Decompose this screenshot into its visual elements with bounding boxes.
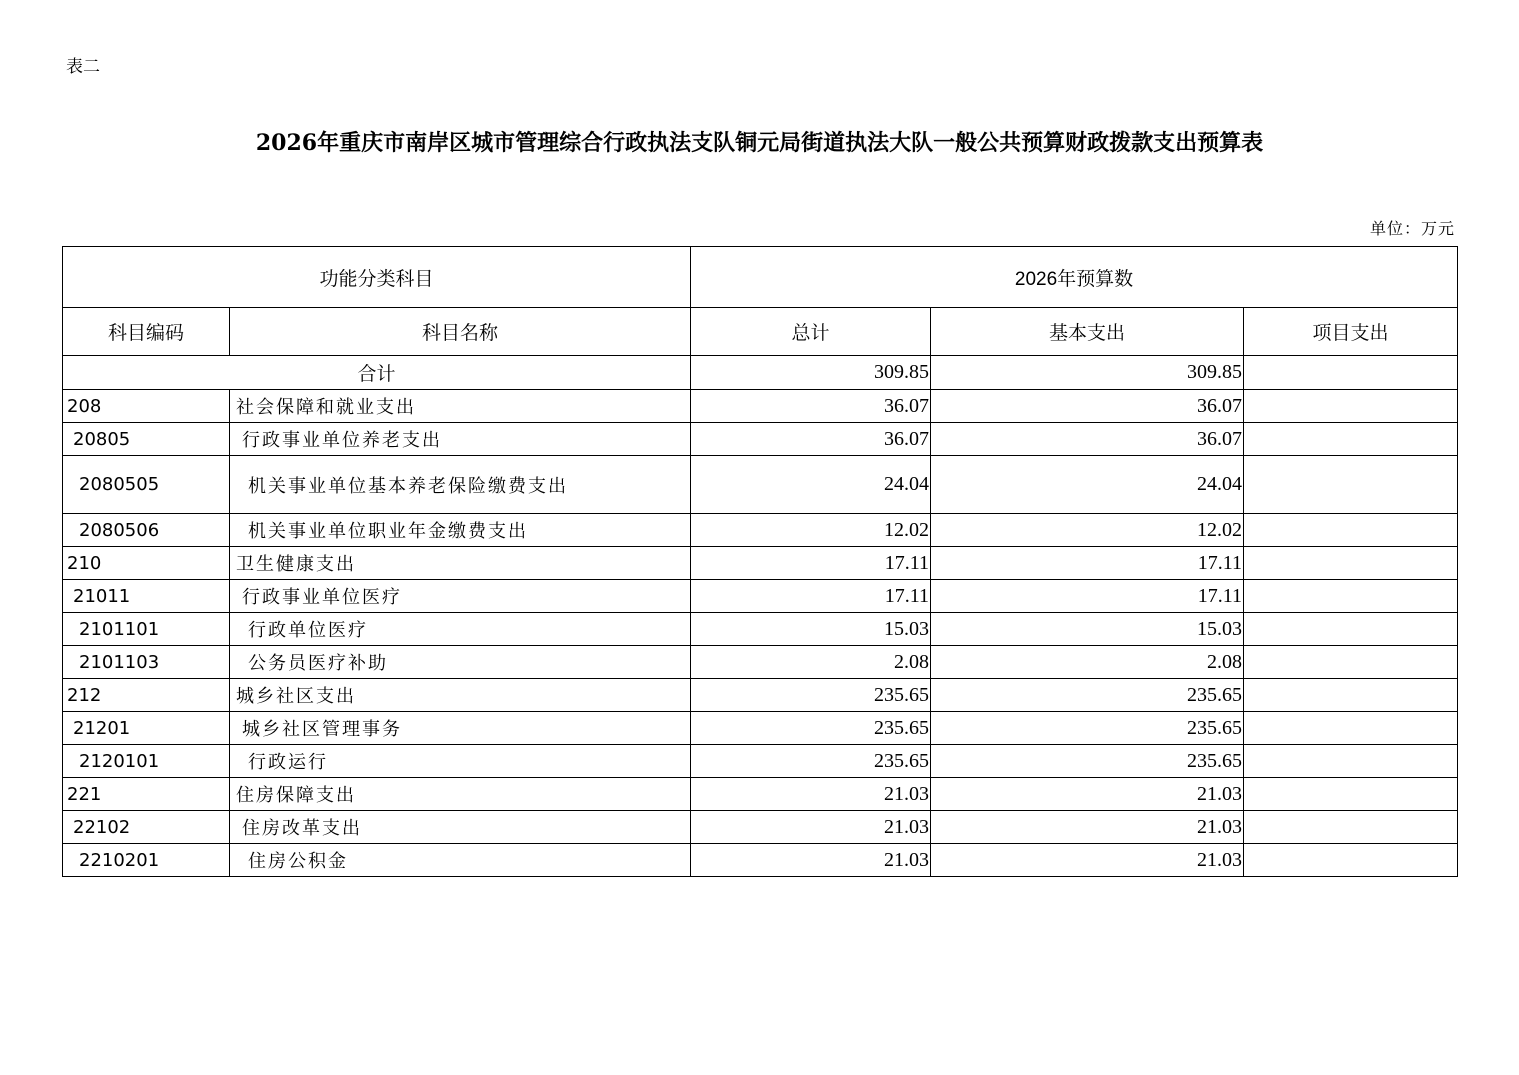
row-project <box>1244 580 1458 613</box>
row-name: 行政事业单位养老支出 <box>230 423 691 456</box>
table-row <box>63 390 1458 423</box>
page-title: 2026年重庆市南岸区城市管理综合行政执法支队铜元局街道执法大队一般公共预算财政拨款支出预算表 <box>255 130 1264 156</box>
row-basic: 12.02 <box>931 514 1244 547</box>
row-project <box>1244 745 1458 778</box>
column-header-name: 科目名称 <box>230 308 691 356</box>
row-name: 住房公积金 <box>230 844 691 877</box>
row-project <box>1244 390 1458 423</box>
row-total: 235.65 <box>691 679 931 712</box>
row-project <box>1244 423 1458 456</box>
row-code: 22102 <box>63 811 230 844</box>
row-basic: 36.07 <box>931 423 1244 456</box>
total-row <box>63 356 1458 390</box>
table-row <box>63 745 1458 778</box>
row-basic: 235.65 <box>931 745 1244 778</box>
row-code: 2080505 <box>63 456 230 514</box>
row-basic: 235.65 <box>931 712 1244 745</box>
row-project <box>1244 646 1458 679</box>
row-total: 17.11 <box>691 547 931 580</box>
table-number-label: 表二 <box>66 57 100 77</box>
row-name: 住房保障支出 <box>230 778 691 811</box>
row-project <box>1244 514 1458 547</box>
row-project <box>1244 679 1458 712</box>
row-total: 2.08 <box>691 646 931 679</box>
row-project <box>1244 613 1458 646</box>
row-basic: 21.03 <box>931 844 1244 877</box>
unit-label: 单位：万元 <box>1369 219 1455 238</box>
table-row <box>63 646 1458 679</box>
row-basic: 15.03 <box>931 613 1244 646</box>
row-basic: 17.11 <box>931 547 1244 580</box>
row-basic: 24.04 <box>931 456 1244 514</box>
row-total: 15.03 <box>691 613 931 646</box>
total-basic: 309.85 <box>931 356 1244 390</box>
table-row <box>63 778 1458 811</box>
table-row <box>63 679 1458 712</box>
table-row <box>63 811 1458 844</box>
row-basic: 17.11 <box>931 580 1244 613</box>
column-header-total: 总计 <box>691 308 931 356</box>
row-total: 36.07 <box>691 390 931 423</box>
table-row <box>63 456 1458 514</box>
row-basic: 21.03 <box>931 778 1244 811</box>
row-total: 21.03 <box>691 844 931 877</box>
row-name: 城乡社区支出 <box>230 679 691 712</box>
row-name: 公务员医疗补助 <box>230 646 691 679</box>
budget-table <box>62 246 1458 877</box>
row-code: 21201 <box>63 712 230 745</box>
table-row <box>63 844 1458 877</box>
table-row <box>63 613 1458 646</box>
row-name: 卫生健康支出 <box>230 547 691 580</box>
row-project <box>1244 844 1458 877</box>
column-header-project: 项目支出 <box>1244 308 1458 356</box>
row-name: 机关事业单位职业年金缴费支出 <box>230 514 691 547</box>
row-code: 2101103 <box>63 646 230 679</box>
row-total: 21.03 <box>691 811 931 844</box>
header-function-category: 功能分类科目 <box>63 247 691 308</box>
table-row <box>63 712 1458 745</box>
row-name: 行政事业单位医疗 <box>230 580 691 613</box>
row-total: 24.04 <box>691 456 931 514</box>
row-name: 机关事业单位基本养老保险缴费支出 <box>230 456 691 514</box>
row-total: 235.65 <box>691 745 931 778</box>
row-code: 2080506 <box>63 514 230 547</box>
row-code: 212 <box>63 679 230 712</box>
row-name: 住房改革支出 <box>230 811 691 844</box>
row-project <box>1244 456 1458 514</box>
row-total: 36.07 <box>691 423 931 456</box>
row-total: 17.11 <box>691 580 931 613</box>
row-total: 21.03 <box>691 778 931 811</box>
row-project <box>1244 778 1458 811</box>
row-project <box>1244 811 1458 844</box>
row-basic: 36.07 <box>931 390 1244 423</box>
column-header-basic: 基本支出 <box>931 308 1244 356</box>
row-name: 城乡社区管理事务 <box>230 712 691 745</box>
row-basic: 2.08 <box>931 646 1244 679</box>
row-code: 20805 <box>63 423 230 456</box>
row-code: 2101101 <box>63 613 230 646</box>
row-code: 221 <box>63 778 230 811</box>
header-budget-year: 2026年预算数 <box>691 247 1458 308</box>
row-code: 208 <box>63 390 230 423</box>
row-project <box>1244 547 1458 580</box>
row-name: 社会保障和就业支出 <box>230 390 691 423</box>
table-row <box>63 580 1458 613</box>
row-total: 12.02 <box>691 514 931 547</box>
row-code: 2120101 <box>63 745 230 778</box>
total-project <box>1244 356 1458 390</box>
row-basic: 21.03 <box>931 811 1244 844</box>
row-name: 行政单位医疗 <box>230 613 691 646</box>
row-code: 21011 <box>63 580 230 613</box>
row-total: 235.65 <box>691 712 931 745</box>
row-basic: 235.65 <box>931 679 1244 712</box>
row-name: 行政运行 <box>230 745 691 778</box>
total-label: 合计 <box>63 356 691 390</box>
table-row <box>63 514 1458 547</box>
total-amount: 309.85 <box>691 356 931 390</box>
column-header-code: 科目编码 <box>63 308 230 356</box>
table-row <box>63 547 1458 580</box>
row-project <box>1244 712 1458 745</box>
table-row <box>63 423 1458 456</box>
row-code: 210 <box>63 547 230 580</box>
row-code: 2210201 <box>63 844 230 877</box>
